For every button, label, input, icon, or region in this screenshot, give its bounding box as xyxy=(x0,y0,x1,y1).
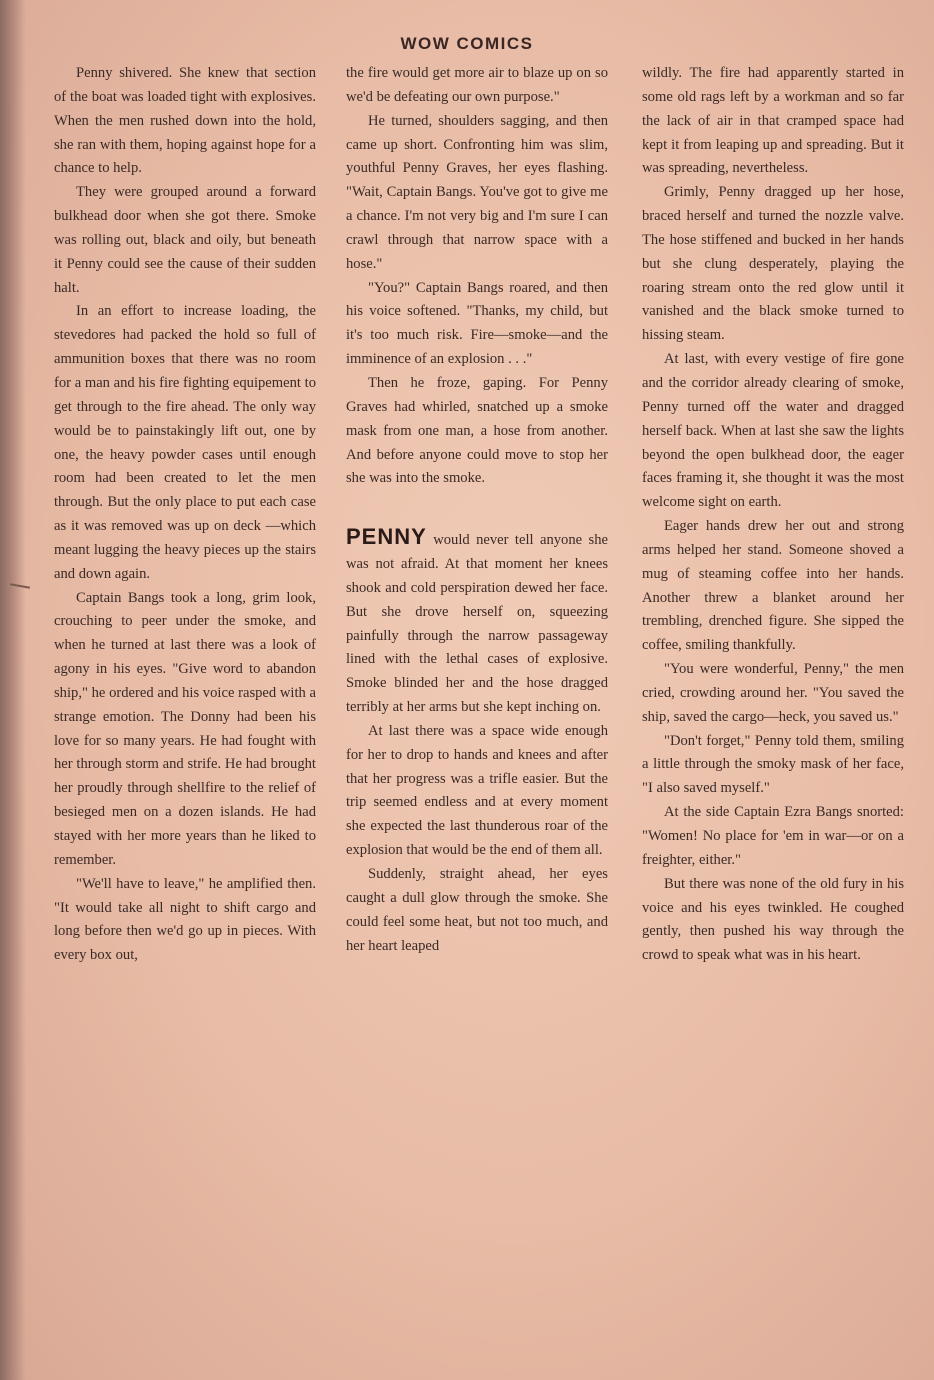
paragraph: At the side Captain Ezra Bangs snorted: "Women! No place for 'em in war—or on a freighter, either." xyxy=(642,804,904,868)
paragraph: Then he froze, gaping. For Penny Graves had whirled, snatched up a smoke mask from one man, a hose from another. And before anyone could move to stop her she was into the smoke. xyxy=(346,374,608,487)
paragraph: Eager hands drew her out and strong arms helped her stand. Someone shoved a mug of steaming coffee into her hands. Another threw a blanket around her trembling, drenched figure. She sipped the coffee, smiling thankfully. xyxy=(642,518,904,654)
paragraph-text: would never tell anyone she was not afraid. At that moment her knees shook and cold perspiration dewed her face. But she drove herself on, squeezing painfully through the narrow passageway lined with the lethal cases of explosive. Smoke blinded her and the hose dragged terribly at her arms but she kept inching on. xyxy=(346,532,608,716)
section-opening-paragraph xyxy=(346,525,608,720)
paragraph: the fire would get more air to blaze up on so we'd be defeating our own purpose." xyxy=(346,65,608,105)
section-break xyxy=(346,491,608,525)
text-column-2 xyxy=(346,62,608,958)
paragraph: "You were wonderful, Penny," the men cried, crowding around her. "You saved the ship, saved the cargo—heck, you saved us." xyxy=(642,661,904,725)
paragraph: Suddenly, straight ahead, her eyes caught a dull glow through the smoke. She could feel some heat, but not too much, and her heart leaped xyxy=(346,866,608,954)
paragraph: Penny shivered. She knew that section of the boat was loaded tight with explosives. When the men rushed down into the hold, she ran with them, hoping against hope for a chance to help. xyxy=(54,65,316,177)
page-header-title: WOW COMICS xyxy=(400,34,534,53)
paragraph: He turned, shoulders sagging, and then came up short. Confronting him was slim, youthful Penny Graves, her eyes flashing. "Wait, Captain Bangs. You've got to give me a chance. I'm not very big and I'm sure I can crawl through that narrow space with a hose." xyxy=(346,112,608,272)
paragraph: In an effort to increase loading, the stevedores had packed the hold so full of ammunition boxes that there was no room for a man and his fire fighting equipement to get through to the fire ahead. The only way would be to painstakingly lift out, one by one, the heavy powder cases until enough room had been created to let the men through. But the only place to put each case as it was removed was up on deck —which meant lugging the heavy pieces up the stairs and down again. xyxy=(54,303,316,582)
paragraph: Captain Bangs took a long, grim look, crouching to peer under the smoke, and when he turned at last there was a look of agony in his eyes. "Give word to abandon ship," he ordered and his voice rasped with a strange emotion. The Donny had been his love for so many years. He had fought with her through storm and strife. He had brought her proudly through shellfire to the relief of besieged men on a dozen islands. He had stayed with her more years than he liked to remember. xyxy=(54,589,316,868)
paragraph: At last there was a space wide enough for her to drop to hands and knees and after that her progress was a trifle easier. But the trip seemed endless and at every moment she expected the last thunderous roar of the explosion that would be the end of them all. xyxy=(346,722,608,859)
paragraph: But there was none of the old fury in his voice and his eyes twinkled. He coughed gently, then pushed his way through the crowd to speak what was in his heart. xyxy=(642,875,904,964)
paragraph: "We'll have to leave," he amplified then. "It would take all night to shift cargo and long before then we'd go up in pieces. With every box out, xyxy=(54,875,316,964)
dropcap-word: PENNY xyxy=(346,524,427,550)
paragraph: They were grouped around a forward bulkhead door when she got there. Smoke was rolling out, black and oily, but beneath it Penny could see the cause of their sudden halt. xyxy=(54,184,316,296)
page-gutter-shadow xyxy=(0,0,26,1380)
paragraph: At last, with every vestige of fire gone and the corridor already clearing of smoke, Penny turned off the water and dragged herself back. When at last she saw the lights beyond the open bulkhead door, the eager faces framing it, she thought it was the most welcome sight on earth. xyxy=(642,351,904,511)
text-column-1 xyxy=(54,62,316,968)
paragraph: Grimly, Penny dragged up her hose, braced herself and turned the nozzle valve. The hose stiffened and bucked in her hands but she clung desperately, playing the roaring stream onto the red glow until it vanished and the black smoke turned to hissing steam. xyxy=(642,184,904,344)
paragraph: wildly. The fire had apparently started in some old rags left by a workman and so far the lack of air in that cramped space had kept it from leaping up and spreading. But it was spreading, nevertheless. xyxy=(642,65,904,177)
paragraph: "You?" Captain Bangs roared, and then his voice softened. "Thanks, my child, but it's too much risk. Fire—smoke—and the imminence of an explosion . . ." xyxy=(346,279,608,368)
text-column-3 xyxy=(642,62,904,968)
paragraph: "Don't forget," Penny told them, smiling a little through the smoky mask of her face, "I also saved myself." xyxy=(642,732,904,797)
